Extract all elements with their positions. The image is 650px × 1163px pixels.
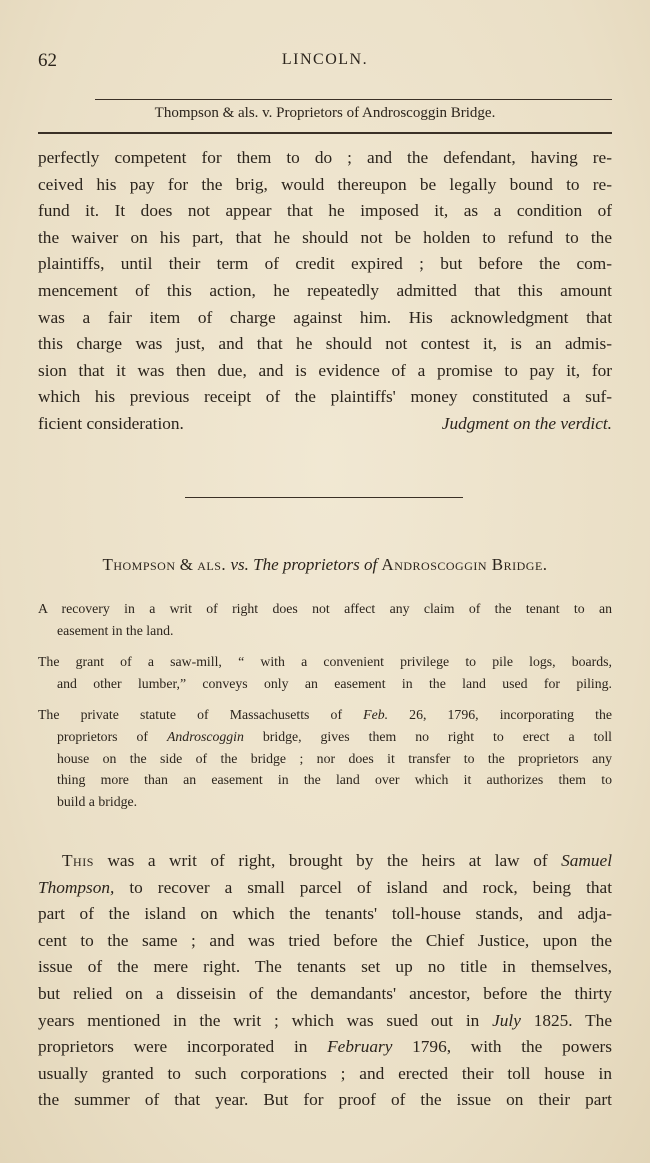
headnote: [38, 704, 612, 812]
body-line: but relied on a disseisin of the demandants' ancestor, before the thirty: [38, 983, 612, 1003]
text-line: this charge was just, and that he should not contest it, is an admis-: [38, 334, 612, 354]
section-divider: [185, 497, 463, 498]
body-text: proprietors were incorporated in: [38, 1037, 328, 1057]
body-line: [38, 1034, 612, 1061]
headnote: [38, 598, 612, 641]
body-text: 1796, with the powers: [392, 1037, 612, 1057]
page-number: 62: [38, 50, 57, 71]
body-italic: Thompson,: [38, 877, 115, 897]
body-text: years mentioned in the writ ; which was sued out in: [38, 1010, 493, 1030]
headnote-line: A recovery in a writ of right does not affect any claim of the tenant to an: [38, 601, 612, 616]
headnotes: [38, 598, 612, 822]
body-line: part of the island on which the tenants' toll-house stands, and adja-: [38, 904, 612, 924]
body-italic: February: [327, 1037, 393, 1057]
case-heading: Thompson & als. v. Proprietors of Androscoggin Bridge.: [154, 105, 496, 121]
body-line: [38, 1008, 612, 1035]
of-word: of: [363, 555, 378, 574]
headnote-text: bridge, gives them no right to erect a toll: [243, 728, 612, 744]
body-italic: July: [492, 1010, 521, 1030]
text-line: perfectly competent for them to do ; and the defendant, having re-: [38, 148, 612, 167]
header-rule-top: [95, 99, 612, 100]
body-line: cent to the same ; and was tried before the Chief Justice, upon the: [38, 930, 612, 950]
headnote-text: proprietors of: [57, 728, 167, 744]
running-title: LINCOLN.: [281, 51, 369, 68]
headnote-line: [38, 726, 612, 748]
ampersand: &: [179, 555, 194, 574]
body-opening-word: This: [62, 851, 94, 870]
text-line-last: [38, 411, 612, 438]
headnote-text: The private statute of Massachusetts of: [38, 707, 364, 723]
headnote-italic: Feb.: [363, 707, 389, 723]
als-abbrev: als.: [197, 555, 227, 574]
body-text: was a writ of right, brought by the heirs at law of: [93, 851, 562, 870]
headnote-line: thing more than an easement in the land over which it authorizes them to: [57, 772, 612, 788]
headnote-line: and other lumber,” conveys only an easement in the land used for piling.: [57, 675, 612, 691]
text-line: sion that it was then due, and is evidence of a promise to pay it, for: [38, 360, 612, 380]
body-line: [38, 848, 612, 875]
text-line: mencement of this action, he repeatedly admitted that this amount: [38, 280, 612, 300]
headnote: [38, 651, 612, 694]
text-line: was a fair item of charge against him. His acknowledgment that: [38, 307, 612, 327]
text-line: which his previous receipt of the plaintiffs' money constituted a suf-: [38, 387, 612, 407]
body-line: issue of the mere right. The tenants set up no title in themselves,: [38, 957, 612, 977]
body-italic: Samuel: [561, 851, 612, 870]
text-last-words: ficient consideration.: [38, 413, 184, 433]
headnote-line: build a bridge.: [57, 793, 138, 809]
headnote-line: easement in the land.: [57, 622, 174, 638]
proprietors-title: The proprietors: [253, 555, 360, 574]
headnote-line: The grant of a saw-mill, “ with a convenient privilege to pile logs, boards,: [38, 654, 612, 670]
judgment-text: Judgment on the verdict.: [441, 413, 612, 433]
headnote-text: 26, 1796, incorporating the: [388, 707, 612, 723]
party-bridge: Androscoggin Bridge.: [381, 555, 548, 574]
text-line: fund it. It does not appear that he imposed it, as a condition of: [38, 201, 612, 221]
headnote-line: house on the side of the bridge ; nor does it transfer to the proprietors any: [57, 750, 612, 766]
body-line: usually granted to such corporations ; and erected their toll house in: [38, 1063, 612, 1083]
text-line: ceived his pay for the brig, would thereupon be legally bound to re-: [38, 174, 612, 194]
body-text: to recover a small parcel of island and rock, being that: [114, 877, 612, 897]
headnote-italic: Androscoggin: [166, 728, 244, 744]
body-line: the summer of that year. But for proof of the issue on their part: [38, 1090, 612, 1110]
party-thompson: Thompson: [102, 555, 176, 574]
headnote-line: [38, 704, 612, 726]
opinion-text: [38, 145, 612, 438]
text-line: plaintiffs, until their term of credit expired ; but before the com-: [38, 254, 612, 274]
text-line: the waiver on his part, that he should not be holden to refund to the: [38, 227, 612, 247]
case-title: [38, 555, 612, 575]
versus: vs.: [230, 555, 249, 574]
case-body: [38, 848, 612, 1114]
header-rule-bottom: [38, 132, 612, 134]
body-line: [38, 875, 612, 902]
body-text: 1825. The: [520, 1010, 612, 1030]
